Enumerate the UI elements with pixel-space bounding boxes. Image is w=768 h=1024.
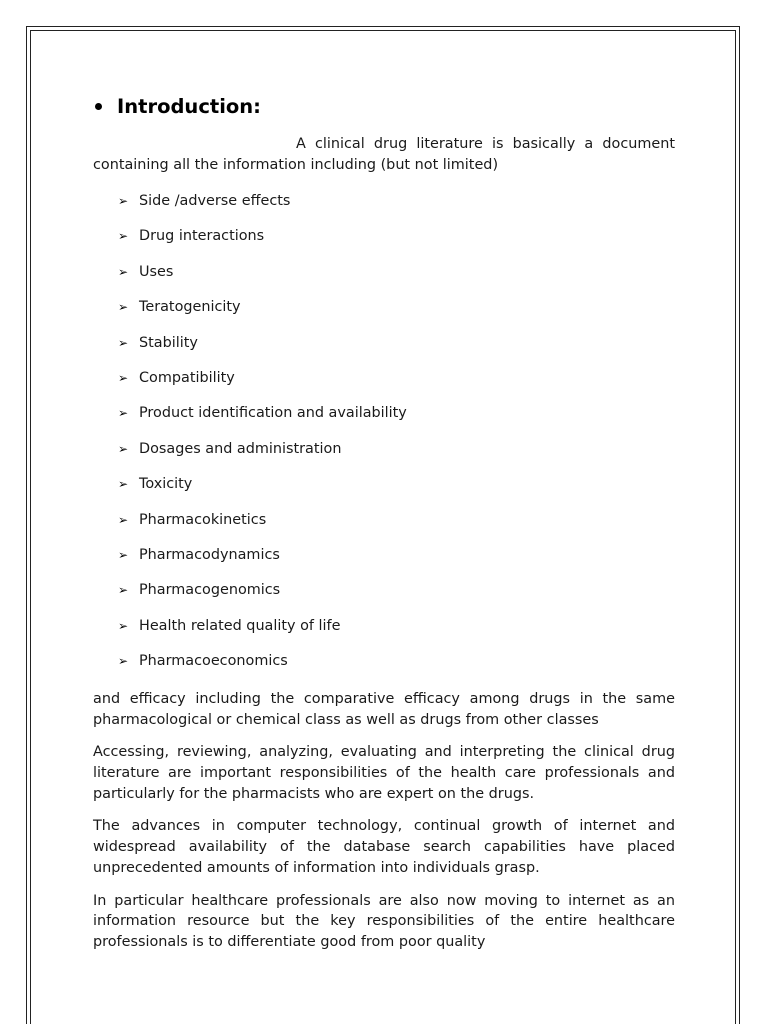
document-body — [93, 92, 675, 953]
list-item-text: Health related quality of life — [139, 617, 341, 634]
list-item-text: Pharmacoeconomics — [139, 653, 288, 670]
arrow-bullet-icon: ➢ — [117, 512, 128, 527]
section-heading — [93, 92, 675, 120]
list-item — [93, 502, 675, 537]
list-item-text: Pharmacokinetics — [139, 511, 267, 528]
list-item — [93, 643, 675, 678]
list-item — [93, 325, 675, 360]
arrow-bullet-icon: ➢ — [117, 229, 128, 244]
list-item-text: Compatibility — [139, 370, 235, 387]
arrow-bullet-icon: ➢ — [117, 300, 128, 315]
list-item-text: Teratogenicity — [139, 299, 241, 316]
list-item — [93, 608, 675, 643]
list-item-text: Pharmacodynamics — [139, 547, 280, 563]
bullet-dot-icon — [95, 103, 102, 110]
arrow-bullet-icon: ➢ — [117, 654, 128, 669]
list-item-text: Drug interactions — [139, 228, 265, 245]
list-item — [93, 396, 675, 431]
list-item-text: Pharmacogenomics — [139, 582, 281, 599]
list-item-text: Stability — [139, 334, 198, 351]
list-item-text: Toxicity — [139, 476, 193, 493]
paragraph-particular: In particular healthcare professionals are also now moving to internet as an information resource but the key responsibilities of the entire healthcare professionals is to differentiate good from poor quality — [93, 892, 675, 950]
intro-paragraph: A clinical drug literature is basically a document containing all the information including (but not limited) — [93, 136, 675, 173]
list-item-text: Product identification and availability — [139, 405, 407, 422]
list-item — [93, 431, 675, 466]
list-item-text: Side /adverse effects — [139, 193, 291, 210]
arrow-bullet-icon: ➢ — [117, 548, 128, 562]
list-item — [93, 219, 675, 254]
arrow-bullet-icon: ➢ — [117, 618, 128, 633]
arrow-bullet-icon: ➢ — [117, 371, 128, 386]
arrow-bullet-icon: ➢ — [117, 583, 128, 598]
paragraph-advances: The advances in computer technology, continual growth of internet and widespread availability of the database search capabilities have placed unprecedented amounts of information into individuals grasp. — [93, 818, 675, 876]
list-item — [93, 360, 675, 395]
list-item — [93, 290, 675, 325]
list-item — [93, 573, 675, 608]
paragraph-after-list: and efficacy including the comparative efficacy among drugs in the same pharmacological or chemical class as well as drugs from other classes — [93, 690, 675, 728]
list-item — [93, 254, 675, 289]
arrow-bullet-icon: ➢ — [117, 441, 128, 456]
list-item-text: Uses — [139, 263, 174, 280]
list-item — [93, 537, 675, 572]
arrow-bullet-icon: ➢ — [117, 335, 128, 350]
arrow-bullet-icon: ➢ — [117, 194, 128, 209]
list-item-text: Dosages and administration — [139, 440, 342, 457]
heading-text: Introduction: — [117, 94, 261, 118]
list-item — [93, 467, 675, 502]
paragraph-accessing: Accessing, reviewing, analyzing, evaluating and interpreting the clinical drug literature are important responsibilities of the health care professionals and particularly for the pharmacists who are expert on the drugs. — [93, 744, 675, 802]
arrow-bullet-icon: ➢ — [117, 477, 128, 492]
topic-list — [93, 183, 675, 678]
arrow-bullet-icon: ➢ — [117, 264, 128, 279]
list-item — [93, 183, 675, 218]
arrow-bullet-icon: ➢ — [117, 406, 128, 421]
